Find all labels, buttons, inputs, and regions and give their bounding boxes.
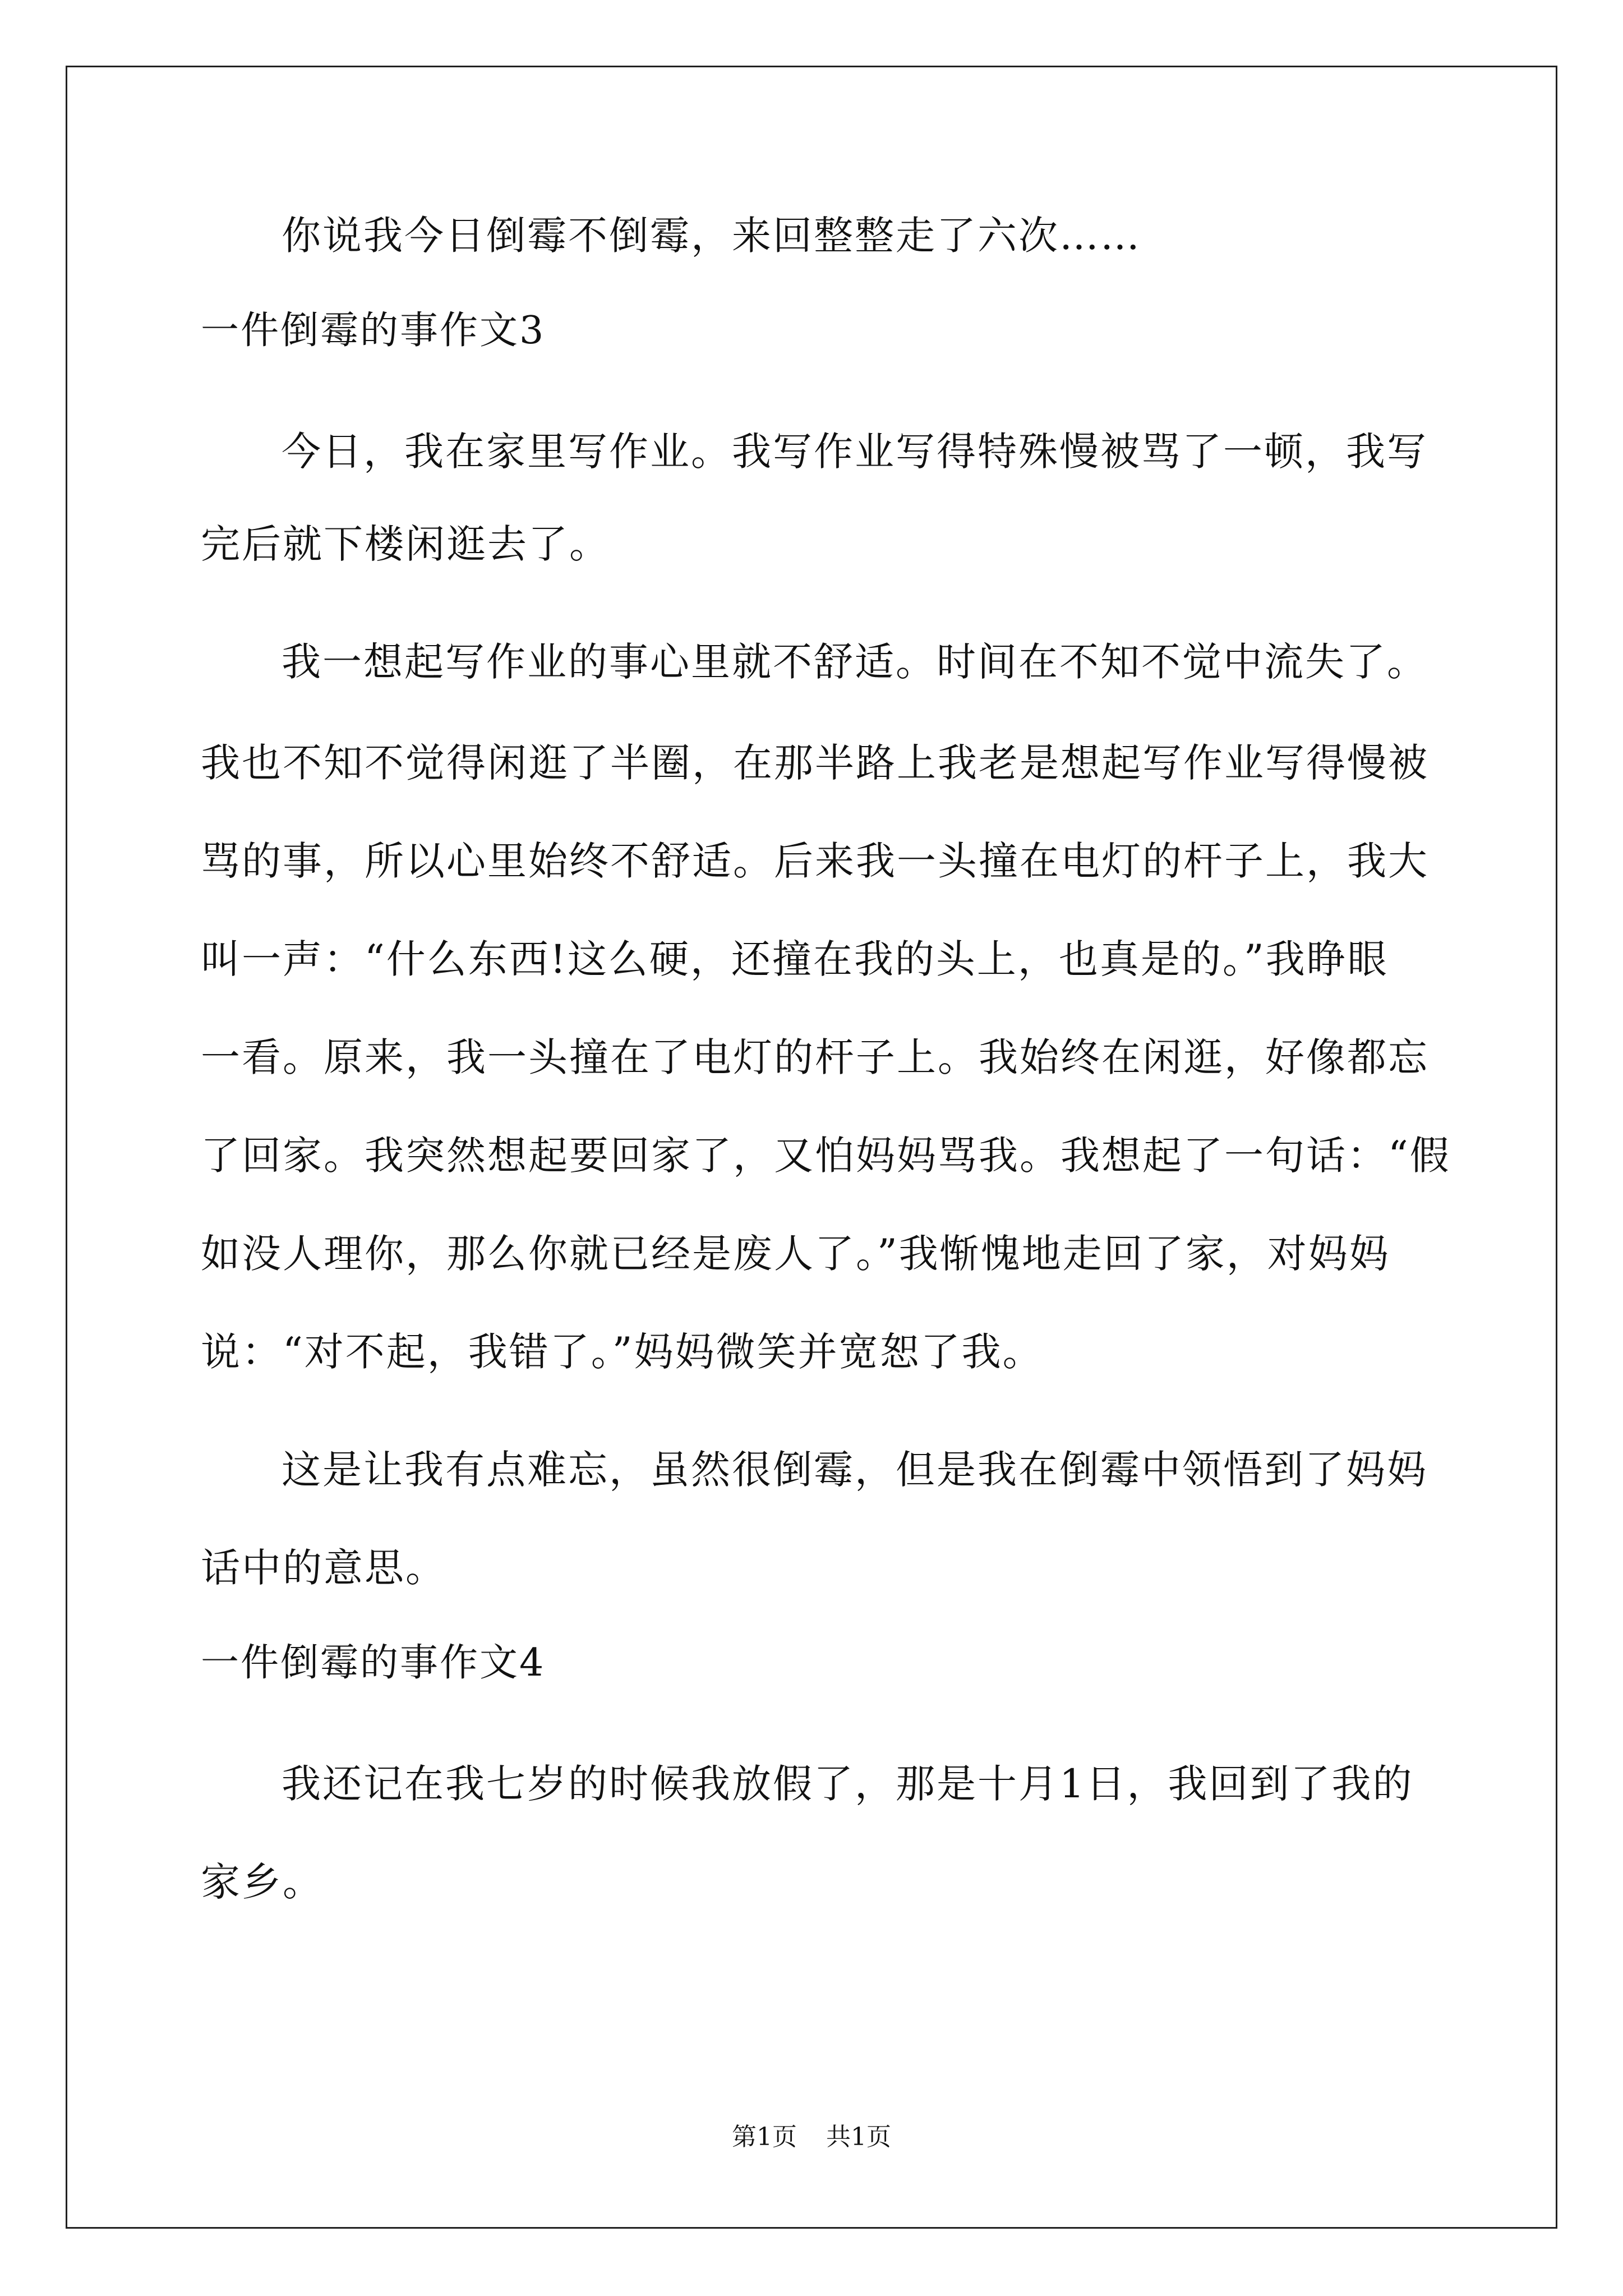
paragraph-line: 家乡。	[201, 1859, 324, 1905]
paragraph-line: 如没人理你，那么你就已经是废人了。”我惭愧地走回了家，对妈妈	[201, 1231, 1390, 1277]
paragraph-line: 骂的事，所以心里始终不舒适。后来我一头撞在电灯的杆子上，我大	[201, 838, 1429, 884]
paragraph-line: 话中的意思。	[201, 1545, 446, 1591]
paragraph-line: 一看。原来，我一头撞在了电灯的杆子上。我始终在闲逛，好像都忘	[201, 1034, 1429, 1080]
paragraph-line: 了回家。我突然想起要回家了，又怕妈妈骂我。我想起了一句话：“假	[201, 1133, 1451, 1179]
section-heading: 一件倒霉的事作文4	[201, 1641, 546, 1685]
paragraph-line: 今日，我在家里写作业。我写作业写得特殊慢被骂了一顿，我写	[282, 429, 1428, 475]
paragraph-line: 说：“对不起，我错了。”妈妈微笑并宽恕了我。	[201, 1329, 1044, 1375]
paragraph-line: 叫一声：“什么东西!这么硬，还撞在我的头上，也真是的。”我睁眼	[201, 936, 1389, 982]
page-number: 第1页	[732, 2123, 797, 2151]
paragraph-line: 完后就下楼闲逛去了。	[201, 521, 610, 567]
page-footer	[0, 2120, 1623, 2154]
paragraph-line: 我一想起写作业的事心里就不舒适。时间在不知不觉中流失了。	[282, 639, 1428, 685]
paragraph-line: 你说我今日倒霉不倒霉，来回整整走了六次……	[282, 213, 1141, 259]
page-total: 共1页	[826, 2123, 891, 2151]
paragraph-line: 我也不知不觉得闲逛了半圈，在那半路上我老是想起写作业写得慢被	[201, 740, 1429, 786]
section-heading: 一件倒霉的事作文3	[201, 309, 546, 353]
paragraph-line: 我还记在我七岁的时候我放假了，那是十月1日，我回到了我的	[282, 1761, 1414, 1807]
paragraph-line: 这是让我有点难忘，虽然很倒霉，但是我在倒霉中领悟到了妈妈	[282, 1447, 1428, 1493]
